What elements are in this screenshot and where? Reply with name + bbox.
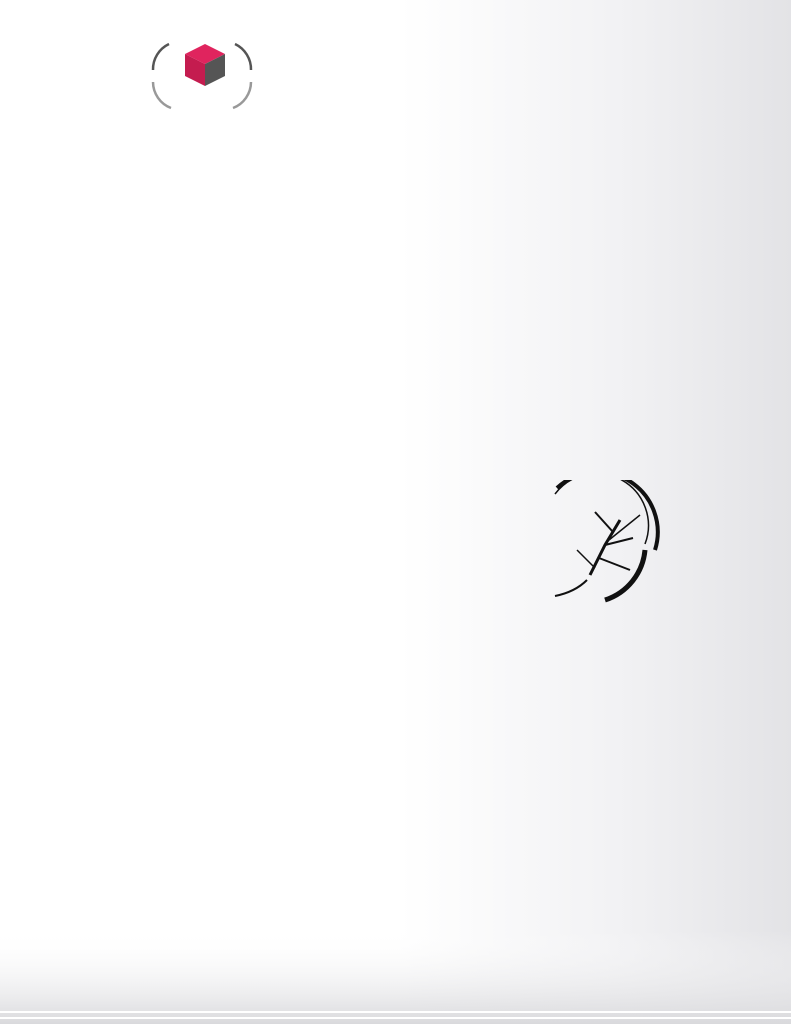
left-column (32, 337, 366, 371)
trainers-section (414, 619, 770, 636)
top-figures-illustration (70, 236, 330, 300)
bottom-figures-illustration (0, 936, 791, 1024)
right-column (414, 18, 770, 186)
poszerzaj-oglad-logo (145, 30, 260, 165)
to-tu-logo (495, 480, 665, 605)
